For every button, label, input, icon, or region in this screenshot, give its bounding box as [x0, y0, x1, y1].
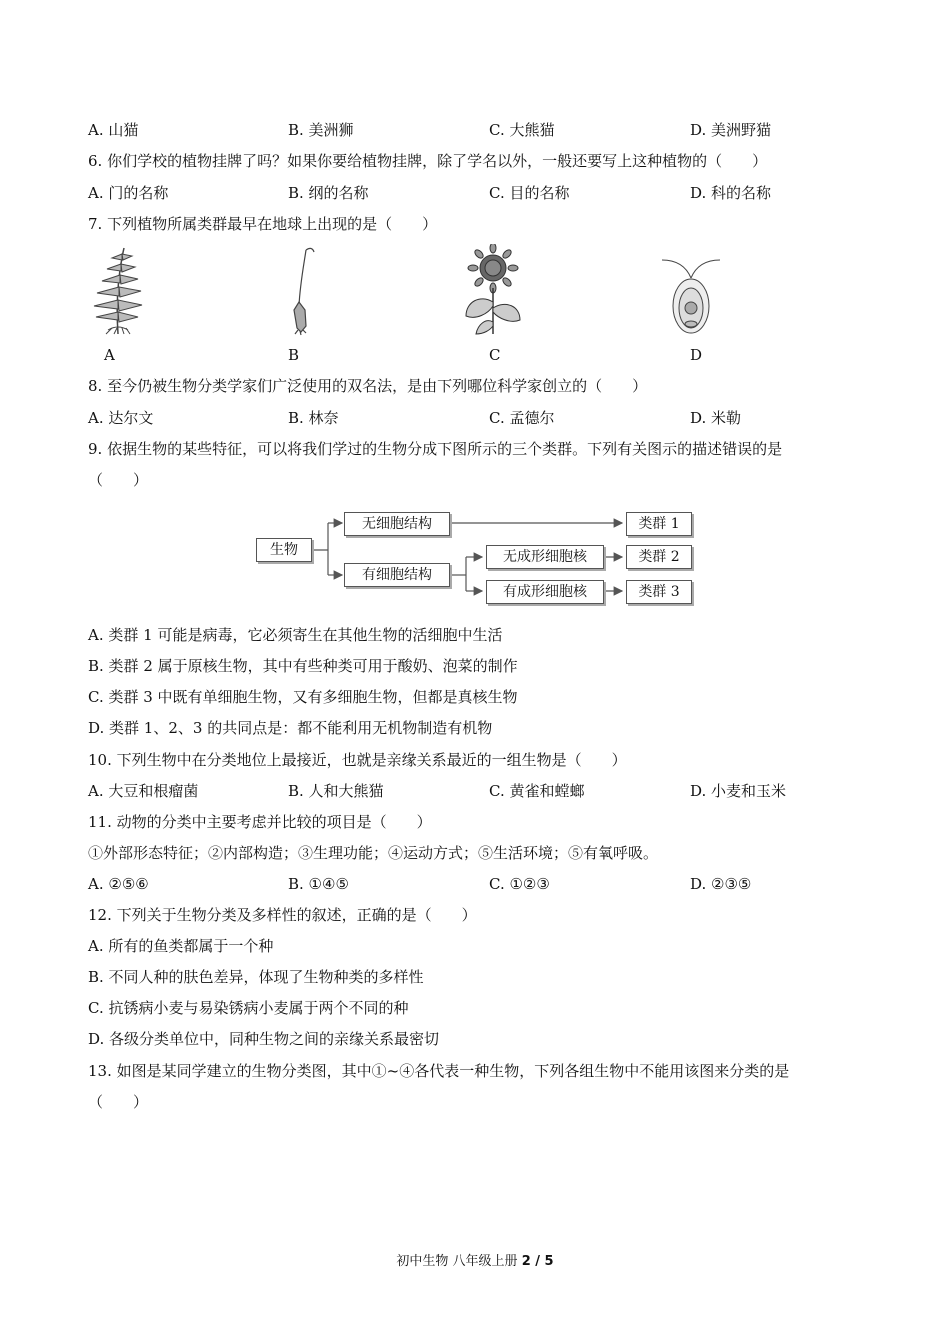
q10-option-a: A. 大豆和根瘤菌 — [88, 782, 199, 800]
q13-stem-paren: （ ） — [88, 1093, 149, 1111]
diagram-no-cell-box: 无细胞结构 — [344, 512, 450, 536]
diagram-has-cell-box: 有细胞结构 — [344, 563, 450, 587]
diagram-group1-box: 类群 1 — [626, 512, 692, 536]
q13-stem: 13. 如图是某同学建立的生物分类图，其中①~④各代表一种生物，下列各组生物中不能用该图来分类的是 — [88, 1062, 790, 1080]
diagram-no-nucleus-box: 无成形细胞核 — [486, 545, 604, 569]
q6-option-d: D. 科的名称 — [690, 184, 772, 202]
q7-label-a: A — [104, 346, 115, 364]
fern-icon — [88, 244, 152, 336]
q11-option-b: B. ①④⑤ — [288, 875, 349, 893]
q11-stem: 11. 动物的分类中主要考虑并比较的项目是（ ） — [88, 813, 432, 831]
q11-option-a: A. ②⑤⑥ — [88, 875, 149, 893]
q12-option-a: A. 所有的鱼类都属于一个种 — [88, 937, 274, 955]
q8-option-c: C. 孟德尔 — [489, 409, 555, 427]
q11-option-d: D. ②③⑤ — [690, 875, 752, 893]
q6-stem: 6. 你们学校的植物挂牌了吗？如果你要给植物挂牌，除了学名以外，一般还要写上这种植物的（ ） — [88, 152, 768, 170]
diagram-group3-box: 类群 3 — [626, 580, 692, 604]
q9-stem: 9. 依据生物的某些特征，可以将我们学过的生物分成下图所示的三个类群。下列有关图示的描述错误的是 — [88, 440, 783, 458]
q7-label-b: B — [288, 346, 300, 364]
q5-option-a: A. 山猫 — [88, 121, 139, 139]
q8-option-a: A. 达尔文 — [88, 409, 154, 427]
q5-option-b: B. 美洲狮 — [288, 121, 354, 139]
page-number: 2 / 5 — [521, 1254, 554, 1269]
diagram-root-box: 生物 — [256, 538, 312, 562]
q12-option-d: D. 各级分类单位中，同种生物之间的亲缘关系最密切 — [88, 1030, 440, 1048]
q8-stem: 8. 至今仍被生物分类学家们广泛使用的双名法，是由下列哪位科学家创立的（ ） — [88, 377, 648, 395]
q8-option-d: D. 米勒 — [690, 409, 742, 427]
page-footer — [0, 1250, 950, 1269]
q9-option-c: C. 类群 3 中既有单细胞生物，又有多细胞生物，但都是真核生物 — [88, 688, 518, 706]
diagram-has-nucleus-box: 有成形细胞核 — [486, 580, 604, 604]
q7-stem: 7. 下列植物所属类群最早在地球上出现的是（ ） — [88, 215, 438, 233]
q5-option-d: D. 美洲野猫 — [690, 121, 772, 139]
q6-option-a: A. 门的名称 — [88, 184, 169, 202]
q9-option-a: A. 类群 1 可能是病毒，它必须寄生在其他生物的活细胞中生活 — [88, 626, 503, 644]
q12-option-b: B. 不同人种的肤色差异，体现了生物种类的多样性 — [88, 968, 424, 986]
q8-option-b: B. 林奈 — [288, 409, 339, 427]
q12-stem: 12. 下列关于生物分类及多样性的叙述，正确的是（ ） — [88, 906, 477, 924]
q10-option-c: C. 黄雀和螳螂 — [489, 782, 585, 800]
q10-option-d: D. 小麦和玉米 — [690, 782, 787, 800]
q9-stem-paren: （ ） — [88, 471, 149, 489]
q12-option-c: C. 抗锈病小麦与易染锈病小麦属于两个不同的种 — [88, 999, 409, 1017]
q6-option-b: B. 纲的名称 — [288, 184, 369, 202]
q9-option-b: B. 类群 2 属于原核生物，其中有些种类可用于酸奶、泡菜的制作 — [88, 657, 518, 675]
q9-option-d: D. 类群 1、2、3 的共同点是：都不能利用无机物制造有机物 — [88, 719, 493, 737]
footer-text: 初中生物 八年级上册 — [396, 1254, 522, 1269]
diagram-group2-box: 类群 2 — [626, 545, 692, 569]
q10-option-b: B. 人和大熊猫 — [288, 782, 384, 800]
chlamydomonas-icon — [658, 258, 724, 336]
q10-stem: 10. 下列生物中在分类地位上最接近，也就是亲缘关系最近的一组生物是（ ） — [88, 751, 627, 769]
q7-label-c: C — [489, 346, 501, 364]
q7-label-d: D — [690, 346, 703, 364]
sunflower-icon — [462, 244, 524, 336]
q11-option-c: C. ①②③ — [489, 875, 550, 893]
moss-icon — [282, 244, 322, 336]
q6-option-c: C. 目的名称 — [489, 184, 570, 202]
q5-option-c: C. 大熊猫 — [489, 121, 555, 139]
q11-items: ①外部形态特征；②内部构造；③生理功能；④运动方式；⑤生活环境；⑤有氧呼吸。 — [88, 844, 659, 862]
